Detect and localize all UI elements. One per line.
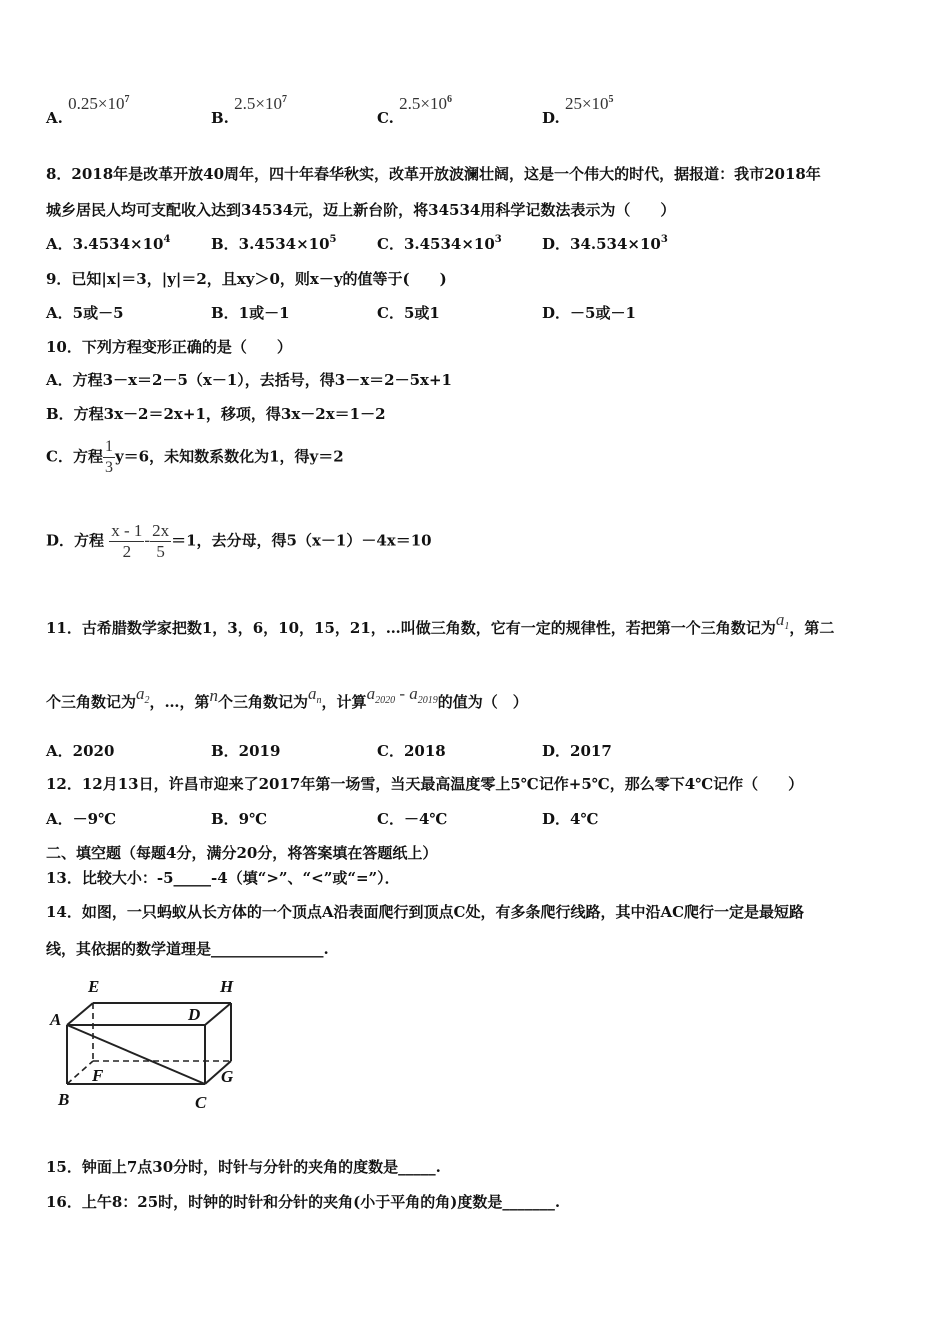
a-letter: a xyxy=(366,684,376,703)
q11-option-d: D．2017 xyxy=(542,742,612,760)
q11-option-c: C．2018 xyxy=(377,742,446,760)
option-label: D. xyxy=(542,109,560,127)
option-text: B．3.4534×10 xyxy=(211,235,330,253)
q7-option-a xyxy=(46,94,130,128)
fraction-2 xyxy=(150,521,171,562)
q12-stem: 12．12月13日，许昌市迎来了2017年第一场雪，当天最高温度零上5℃记作+5℃，那么零下4℃记作（ ） xyxy=(46,775,804,793)
edge-dh xyxy=(205,1003,231,1025)
option-suffix: ＝1，去分母，得5（x－1）－4x＝10 xyxy=(171,531,432,550)
q7-option-c xyxy=(377,94,452,128)
exponent: 5 xyxy=(608,94,614,105)
times: ×10 xyxy=(255,94,282,113)
sci-value xyxy=(565,94,614,113)
q11-option-a: A．2020 xyxy=(46,742,115,760)
denominator: 3 xyxy=(104,459,113,476)
q9-option-a: A．5或－5 xyxy=(46,304,124,322)
q7-option-d xyxy=(542,94,614,128)
q7-option-b xyxy=(211,94,287,128)
q13-stem: 13．比较大小：-5_____-4（填“>”、“<”或“=”）． xyxy=(46,869,400,887)
a-letter: a xyxy=(308,684,317,703)
stem-text: 个三角数记为 xyxy=(46,693,137,711)
exponent: 7 xyxy=(281,94,287,105)
subscript: 2 xyxy=(144,695,150,706)
numerator: x - 1 xyxy=(111,521,143,540)
fraction xyxy=(103,437,115,478)
option-text: D．34.534×10 xyxy=(542,235,661,253)
label-f: F xyxy=(92,1066,104,1085)
edge-ae xyxy=(67,1003,93,1025)
stem-text: ，…，第 xyxy=(149,693,210,711)
label-c: C xyxy=(195,1093,207,1112)
times: ×10 xyxy=(97,94,125,113)
q8-option-a xyxy=(46,233,170,254)
exponent: 3 xyxy=(660,234,668,245)
q10-option-b: B．方程3x－2＝2x+1，移项，得3x－2x＝1－2 xyxy=(46,405,386,423)
minus-sign: - xyxy=(395,684,410,703)
sci-value xyxy=(399,94,452,113)
stem-text: ，计算 xyxy=(321,693,367,711)
an-symbol xyxy=(308,684,322,706)
subscript: 2020 xyxy=(375,695,396,706)
q16-stem: 16．上午8：25时，时钟的时针和分针的夹角(小于平角的角)度数是_______. xyxy=(46,1193,561,1211)
denominator: 5 xyxy=(156,542,165,561)
q9-option-b: B．1或－1 xyxy=(211,304,290,322)
exponent: 5 xyxy=(329,234,337,245)
q9-option-d: D．－5或－1 xyxy=(542,304,636,322)
exponent: 6 xyxy=(446,94,452,105)
option-label: C. xyxy=(377,109,394,127)
exponent: 7 xyxy=(124,94,130,105)
times: ×10 xyxy=(420,94,447,113)
stem-text: 的值为（ ） xyxy=(437,693,528,711)
stem-text: 11．古希腊数学家把数1，3，6，10，15，21，…叫做三角数，它有一定的规律性，若把第一个三角数记为 xyxy=(46,619,776,637)
q9-option-c: C．5或1 xyxy=(377,304,440,322)
mantissa: 2.5 xyxy=(234,94,256,113)
a1-symbol xyxy=(775,610,790,632)
exponent: 3 xyxy=(494,234,502,245)
q12-option-b: B．9℃ xyxy=(211,810,268,828)
sci-value xyxy=(234,94,287,113)
subscript: 2019 xyxy=(417,695,438,706)
q8-option-c xyxy=(377,233,502,254)
sci-value xyxy=(68,94,129,113)
difference-expression xyxy=(366,684,438,706)
option-label: B. xyxy=(211,109,229,127)
n-symbol: n xyxy=(209,686,219,705)
option-text: A．3.4534×10 xyxy=(46,235,164,253)
section-heading: 二、填空题（每题4分，满分20分，将答案填在答题纸上） xyxy=(46,844,438,862)
q11-stem-line1 xyxy=(46,610,835,638)
label-e: E xyxy=(88,977,100,996)
times: ×10 xyxy=(581,94,609,113)
hidden-edge-bf xyxy=(67,1061,93,1084)
stem-text: 个三角数记为 xyxy=(218,693,309,711)
option-suffix: y＝6，未知数系数化为1，得y＝2 xyxy=(114,447,344,466)
q10-option-d xyxy=(46,521,432,562)
label-b: B xyxy=(58,1090,70,1109)
diagonal-ac xyxy=(67,1025,205,1084)
cuboid-figure xyxy=(40,970,260,1115)
q11-option-b: B．2019 xyxy=(211,742,281,760)
subscript: n xyxy=(316,695,322,706)
fraction-1 xyxy=(109,521,144,562)
q10-stem: 10．下列方程变形正确的是（ ） xyxy=(46,338,292,356)
label-g: G xyxy=(221,1067,234,1086)
minus-sign: - xyxy=(144,530,151,550)
q15-stem: 15．钟面上7点30分时，时针与分针的夹角的度数是_____. xyxy=(46,1158,441,1176)
a2-symbol xyxy=(136,684,150,706)
q10-option-a: A．方程3－x＝2－5（x－1），去括号，得3－x＝2－5x+1 xyxy=(46,371,452,389)
a-letter: a xyxy=(409,684,418,703)
q14-stem-line1: 14．如图，一只蚂蚁从长方体的一个顶点A沿表面爬行到顶点C处，有多条爬行线路，其中沿AC爬行一定是最短路 xyxy=(46,903,805,921)
q8-option-d xyxy=(542,233,668,254)
q8-option-b xyxy=(211,233,337,254)
mantissa: 25 xyxy=(564,94,582,113)
numerator: 1 xyxy=(103,437,115,458)
q8-stem-line2: 城乡居民人均可支配收入达到34534元，迈上新台阶，将34534用科学记数法表示为（ ） xyxy=(46,201,676,219)
option-label: A. xyxy=(46,109,63,127)
mantissa: 2.5 xyxy=(399,94,421,113)
label-h: H xyxy=(220,977,234,996)
exponent: 4 xyxy=(163,234,171,245)
subscript: 1 xyxy=(784,621,790,632)
numerator: 2x xyxy=(152,521,170,540)
q12-option-c: C．－4℃ xyxy=(377,810,448,828)
option-prefix: D．方程 xyxy=(46,531,105,550)
option-text: C．3.4534×10 xyxy=(377,235,495,253)
q9-stem: 9．已知|x|＝3，|y|＝2，且xy＞0，则x－y的值等于( ) xyxy=(46,270,447,288)
label-a: A xyxy=(50,1010,62,1029)
q14-stem-line2: 线，其依据的数学道理是_______________. xyxy=(46,940,329,958)
q12-option-d: D．4℃ xyxy=(542,810,599,828)
q12-option-a: A．－9℃ xyxy=(46,810,117,828)
mantissa: 0.25 xyxy=(68,94,98,113)
label-d: D xyxy=(188,1005,201,1024)
q8-stem-line1: 8．2018年是改革开放40周年，四十年春华秋实，改革开放波澜壮阔，这是一个伟大的时代，据报道：我市2018年 xyxy=(46,165,821,183)
a-letter: a xyxy=(136,684,145,703)
q11-stem-line2 xyxy=(46,684,528,712)
option-prefix: C．方程 xyxy=(46,447,103,466)
denominator: 2 xyxy=(122,542,132,561)
q10-option-c xyxy=(46,437,344,478)
a-letter: a xyxy=(775,610,785,629)
stem-text: ，第二 xyxy=(789,619,835,637)
